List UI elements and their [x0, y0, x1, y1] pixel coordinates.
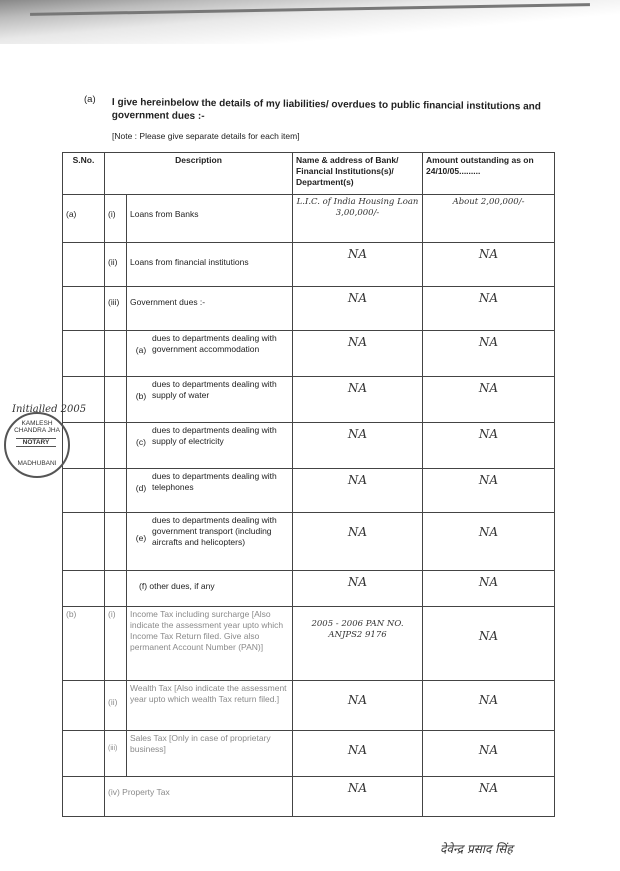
- notary-initials: Initialled 2005: [12, 404, 87, 415]
- table-row: [63, 331, 555, 377]
- row-bank-handwritten: NA: [347, 781, 368, 795]
- clause-label: (a): [84, 94, 96, 105]
- row-amount-handwritten: NA: [478, 427, 499, 441]
- signature-bottom: देवेन्द्र प्रसाद सिंह: [440, 842, 513, 856]
- row-amount-handwritten: NA: [478, 781, 499, 795]
- section-note: [Note : Please give separate details for each item]: [112, 131, 300, 141]
- row-description: Loans from Banks: [127, 195, 293, 243]
- row-number: (iii): [105, 731, 127, 777]
- row-amount-handwritten: NA: [478, 629, 499, 643]
- sub-marker: (b): [135, 391, 147, 401]
- row-description: dues to departments dealing with supply of water: [152, 379, 277, 400]
- row-bank-handwritten: NA: [347, 743, 368, 757]
- row-bank-handwritten: NA: [347, 247, 368, 261]
- header-bank: Name & address of Bank/ Financial Institutions(s)/ Department(s): [293, 153, 423, 195]
- row-amount-handwritten: NA: [478, 575, 499, 589]
- table-row: [63, 377, 555, 423]
- row-amount-handwritten: NA: [478, 291, 499, 305]
- section-heading: I give hereinbelow the details of my liabilities/ overdues to public financial institutions and government dues :-: [111, 96, 541, 122]
- row-bank-handwritten: 2005 - 2006 PAN NO. ANJPS2 9176: [293, 607, 423, 681]
- table-row: [63, 243, 555, 287]
- row-description: Loans from financial institutions: [127, 243, 293, 287]
- row-description: Income Tax including surcharge [Also indicate the assessment year upto which Income Tax Return filed. Give also permanent Account Number (PAN)]: [127, 607, 293, 681]
- sub-marker: (e): [135, 533, 147, 543]
- row-amount-handwritten: About 2,00,000/-: [423, 195, 555, 243]
- table-row: [63, 731, 555, 777]
- row-description: (iv) Property Tax: [105, 777, 293, 817]
- table-row: [63, 287, 555, 331]
- liabilities-table: [62, 152, 555, 817]
- table-row: [63, 777, 555, 817]
- row-sno: (b): [63, 607, 105, 681]
- scan-top-band: [0, 0, 620, 44]
- header-amount: Amount outstanding as on 24/10/05.........: [423, 153, 555, 195]
- row-amount-handwritten: NA: [478, 247, 499, 261]
- row-sno: (a): [63, 195, 105, 243]
- table-row: [63, 423, 555, 469]
- row-number: (i): [105, 607, 127, 681]
- sub-marker: (c): [136, 437, 146, 447]
- row-description: Sales Tax [Only in case of proprietary business]: [127, 731, 293, 777]
- row-number: (ii): [105, 681, 127, 731]
- stamp-top-text: KAMLESH CHANDRA JHA: [14, 420, 60, 434]
- row-bank-handwritten: NA: [347, 335, 368, 349]
- row-number: (iii): [105, 287, 127, 331]
- notary-stamp: [4, 412, 70, 478]
- row-description: Government dues :-: [127, 287, 293, 331]
- row-bank-handwritten: NA: [347, 291, 368, 305]
- row-amount-handwritten: NA: [478, 381, 499, 395]
- table-row: [63, 681, 555, 731]
- row-amount-handwritten: NA: [478, 335, 499, 349]
- row-number: (ii): [105, 243, 127, 287]
- row-bank-handwritten: NA: [347, 473, 368, 487]
- row-bank-handwritten: NA: [347, 427, 368, 441]
- row-description: dues to departments dealing with government accommodation: [152, 333, 277, 354]
- table-row: [63, 469, 555, 513]
- row-bank-handwritten: NA: [347, 693, 368, 707]
- table-row: [63, 513, 555, 571]
- header-description: Description: [105, 153, 293, 195]
- row-number: (i): [105, 195, 127, 243]
- row-description: dues to departments dealing with telephones: [152, 471, 277, 492]
- row-amount-handwritten: NA: [478, 473, 499, 487]
- row-bank-handwritten: L.I.C. of India Housing Loan 3,00,000/-: [293, 195, 423, 243]
- row-amount-handwritten: NA: [478, 743, 499, 757]
- row-bank-handwritten: NA: [347, 381, 368, 395]
- table-row: [63, 607, 555, 681]
- stamp-bottom-text: MADHUBANI: [17, 460, 57, 467]
- table-row: [63, 195, 555, 243]
- row-description: (f) other dues, if any: [127, 571, 293, 607]
- row-bank-handwritten: NA: [347, 525, 368, 539]
- row-description: Wealth Tax [Also indicate the assessment year upto which wealth Tax return filed.]: [127, 681, 293, 731]
- stamp-middle-text: NOTARY: [16, 438, 56, 447]
- row-amount-handwritten: NA: [478, 693, 499, 707]
- row-description: dues to departments dealing with supply of electricity: [152, 425, 277, 446]
- sub-marker: (d): [135, 483, 147, 493]
- sub-marker: (a): [135, 345, 147, 355]
- table-header-row: [63, 153, 555, 195]
- row-bank-handwritten: NA: [347, 575, 368, 589]
- table-row: [63, 571, 555, 607]
- row-description: dues to departments dealing with government transport (including aircrafts and helicopters): [152, 515, 277, 547]
- row-amount-handwritten: NA: [478, 525, 499, 539]
- header-sno: S.No.: [63, 153, 105, 195]
